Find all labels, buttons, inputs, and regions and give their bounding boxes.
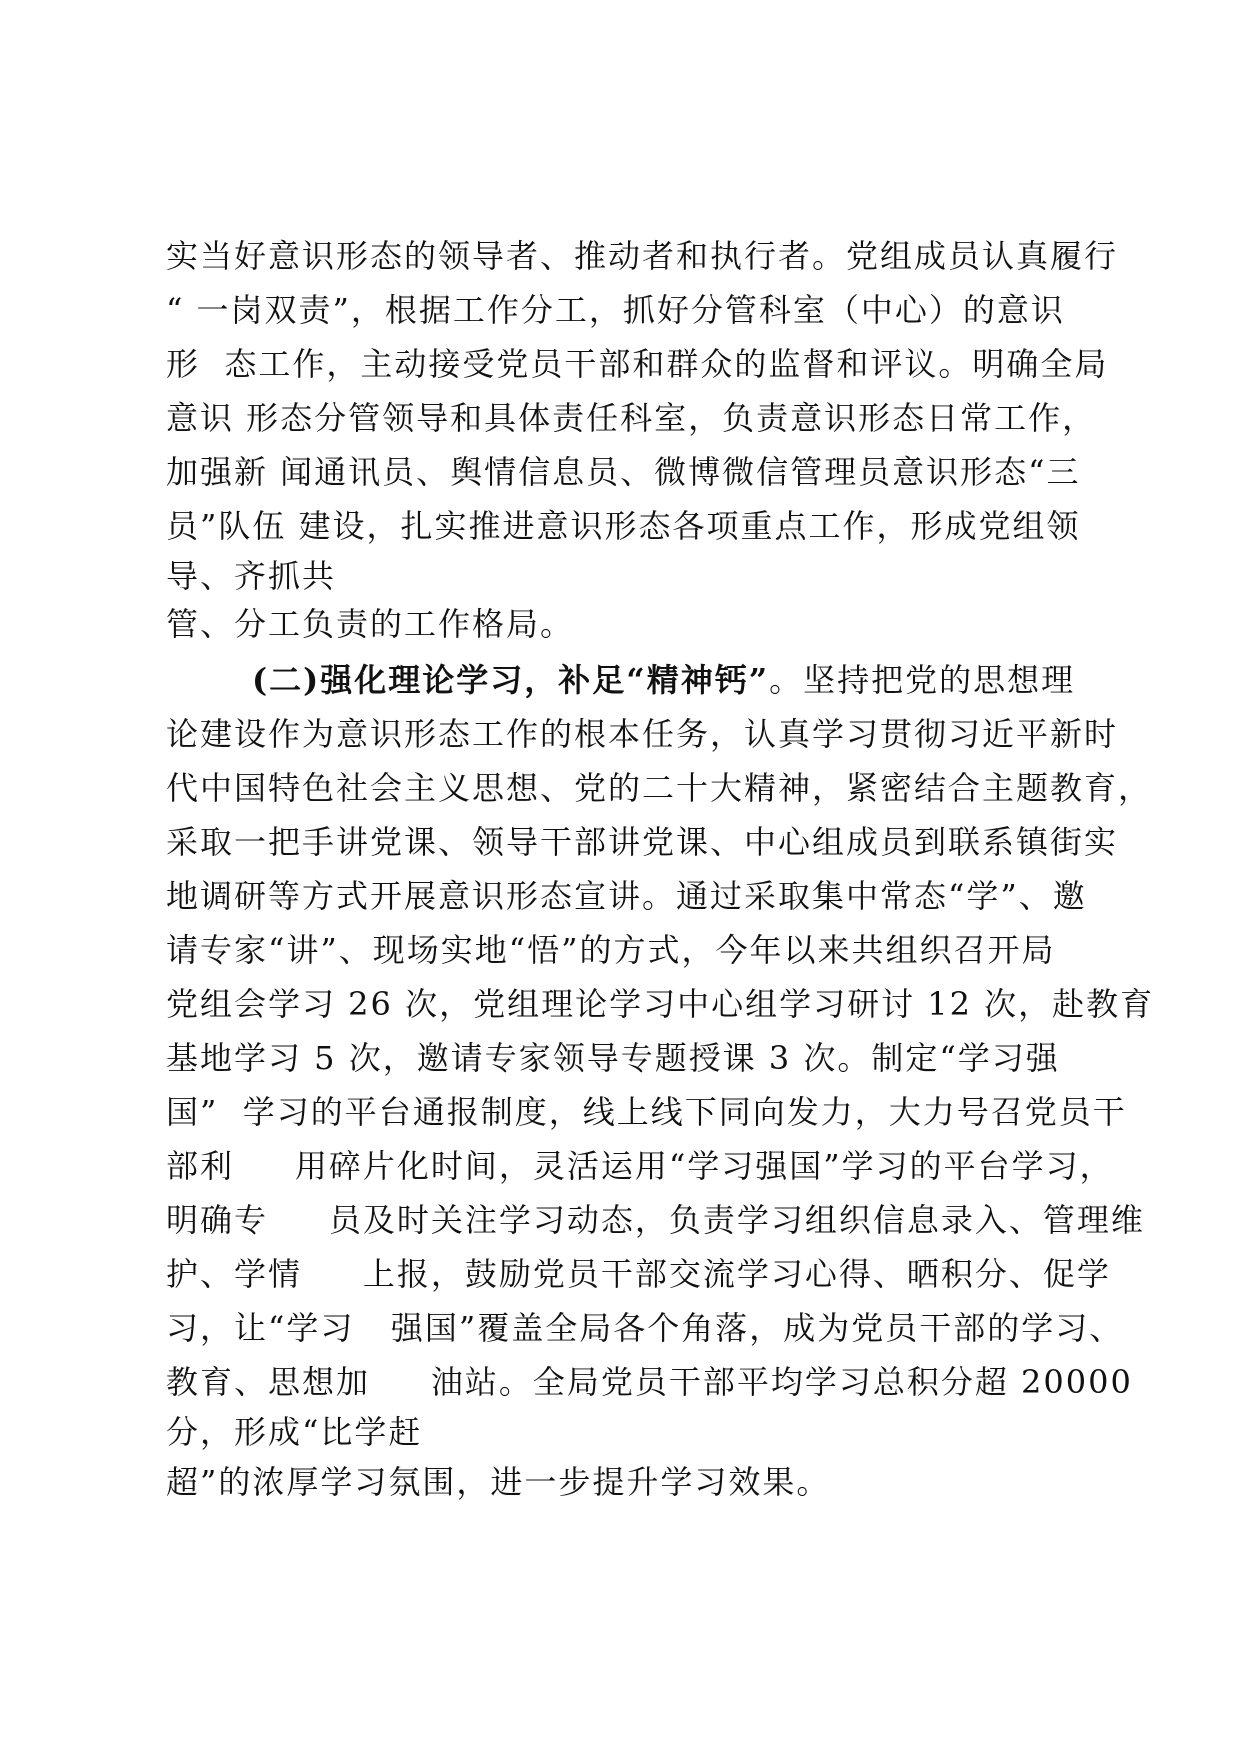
paragraph-2-line-5: 地调研等方式开展意识形态宣讲。通过采取集中常态“学”、邀 [166, 877, 1087, 915]
paragraph-2-line-16: 超”的浓厚学习氛围，进一步提升学习效果。 [166, 1463, 831, 1501]
section-heading: (二)强化理论学习，补足“精神钙” [252, 661, 770, 699]
paragraph-2-line-11: 明确专 员及时关注学习动态，负责学习组织信息录入、管理维 [166, 1201, 1145, 1239]
paragraph-1-line-2: “ 一岗双责”，根据工作分工，抓好分管科室（中心）的意识 [166, 291, 1065, 329]
paragraph-1-line-4: 意识 形态分管领导和具体责任科室，负责意识形态日常工作， [166, 399, 1097, 437]
paragraph-2-line-7: 党组会学习 26 次，党组理论学习中心组学习研讨 12 次，赴教育 [166, 985, 1155, 1023]
paragraph-1-line-7: 导、齐抓共 [166, 557, 337, 595]
paragraph-2-line-2: 论建设作为意识形态工作的根本任务，认真学习贯彻习近平新时 [166, 715, 1119, 753]
paragraph-2-first-line [252, 660, 1075, 700]
paragraph-1-line-5: 加强新 闻通讯员、舆情信息员、微博微信管理员意识形态“三 [166, 453, 1081, 491]
paragraph-2-line-3: 代中国特色社会主义思想、党的二十大精神，紧密结合主题教育， [166, 769, 1153, 807]
paragraph-2-line-15: 分，形成“比学赶 [166, 1413, 423, 1451]
paragraph-2-first-line-text: 。坚持把党的思想理 [769, 661, 1076, 699]
paragraph-2-line-13: 习，让“学习 强国”覆盖全局各个角落，成为党员干部的学习、 [166, 1309, 1124, 1347]
paragraph-2-line-14: 教育、思想加 油站。全局党员干部平均学习总积分超 20000 [166, 1363, 1133, 1401]
paragraph-2-line-12: 护、学情 上报，鼓励党员干部交流学习心得、晒积分、促学 [166, 1255, 1111, 1293]
paragraph-2-line-4: 采取一把手讲党课、领导干部讲党课、中心组成员到联系镇街实 [166, 823, 1119, 861]
paragraph-1-line-3: 形 态工作，主动接受党员干部和群众的监督和评议。明确全局 [166, 345, 1109, 383]
paragraph-2-line-9: 国” 学习的平台通报制度，线上线下同向发力，大力号召党员干 [166, 1093, 1127, 1131]
paragraph-1-line-1: 实当好意识形态的领导者、推动者和执行者。党组成员认真履行 [166, 237, 1119, 275]
paragraph-2-line-10: 部利 用碎片化时间，灵活运用“学习强国”学习的平台学习， [166, 1147, 1114, 1185]
paragraph-2-line-8: 基地学习 5 次，邀请专家领导专题授课 3 次。制定“学习强 [166, 1039, 1060, 1077]
paragraph-1-line-8: 管、分工负责的工作格局。 [166, 605, 575, 643]
paragraph-1-line-6: 员”队伍 建设，扎实推进意识形态各项重点工作，形成党组领 [166, 507, 1081, 545]
paragraph-2-line-6: 请专家“讲”、现场实地“悟”的方式，今年以来共组织召开局 [166, 931, 1056, 969]
